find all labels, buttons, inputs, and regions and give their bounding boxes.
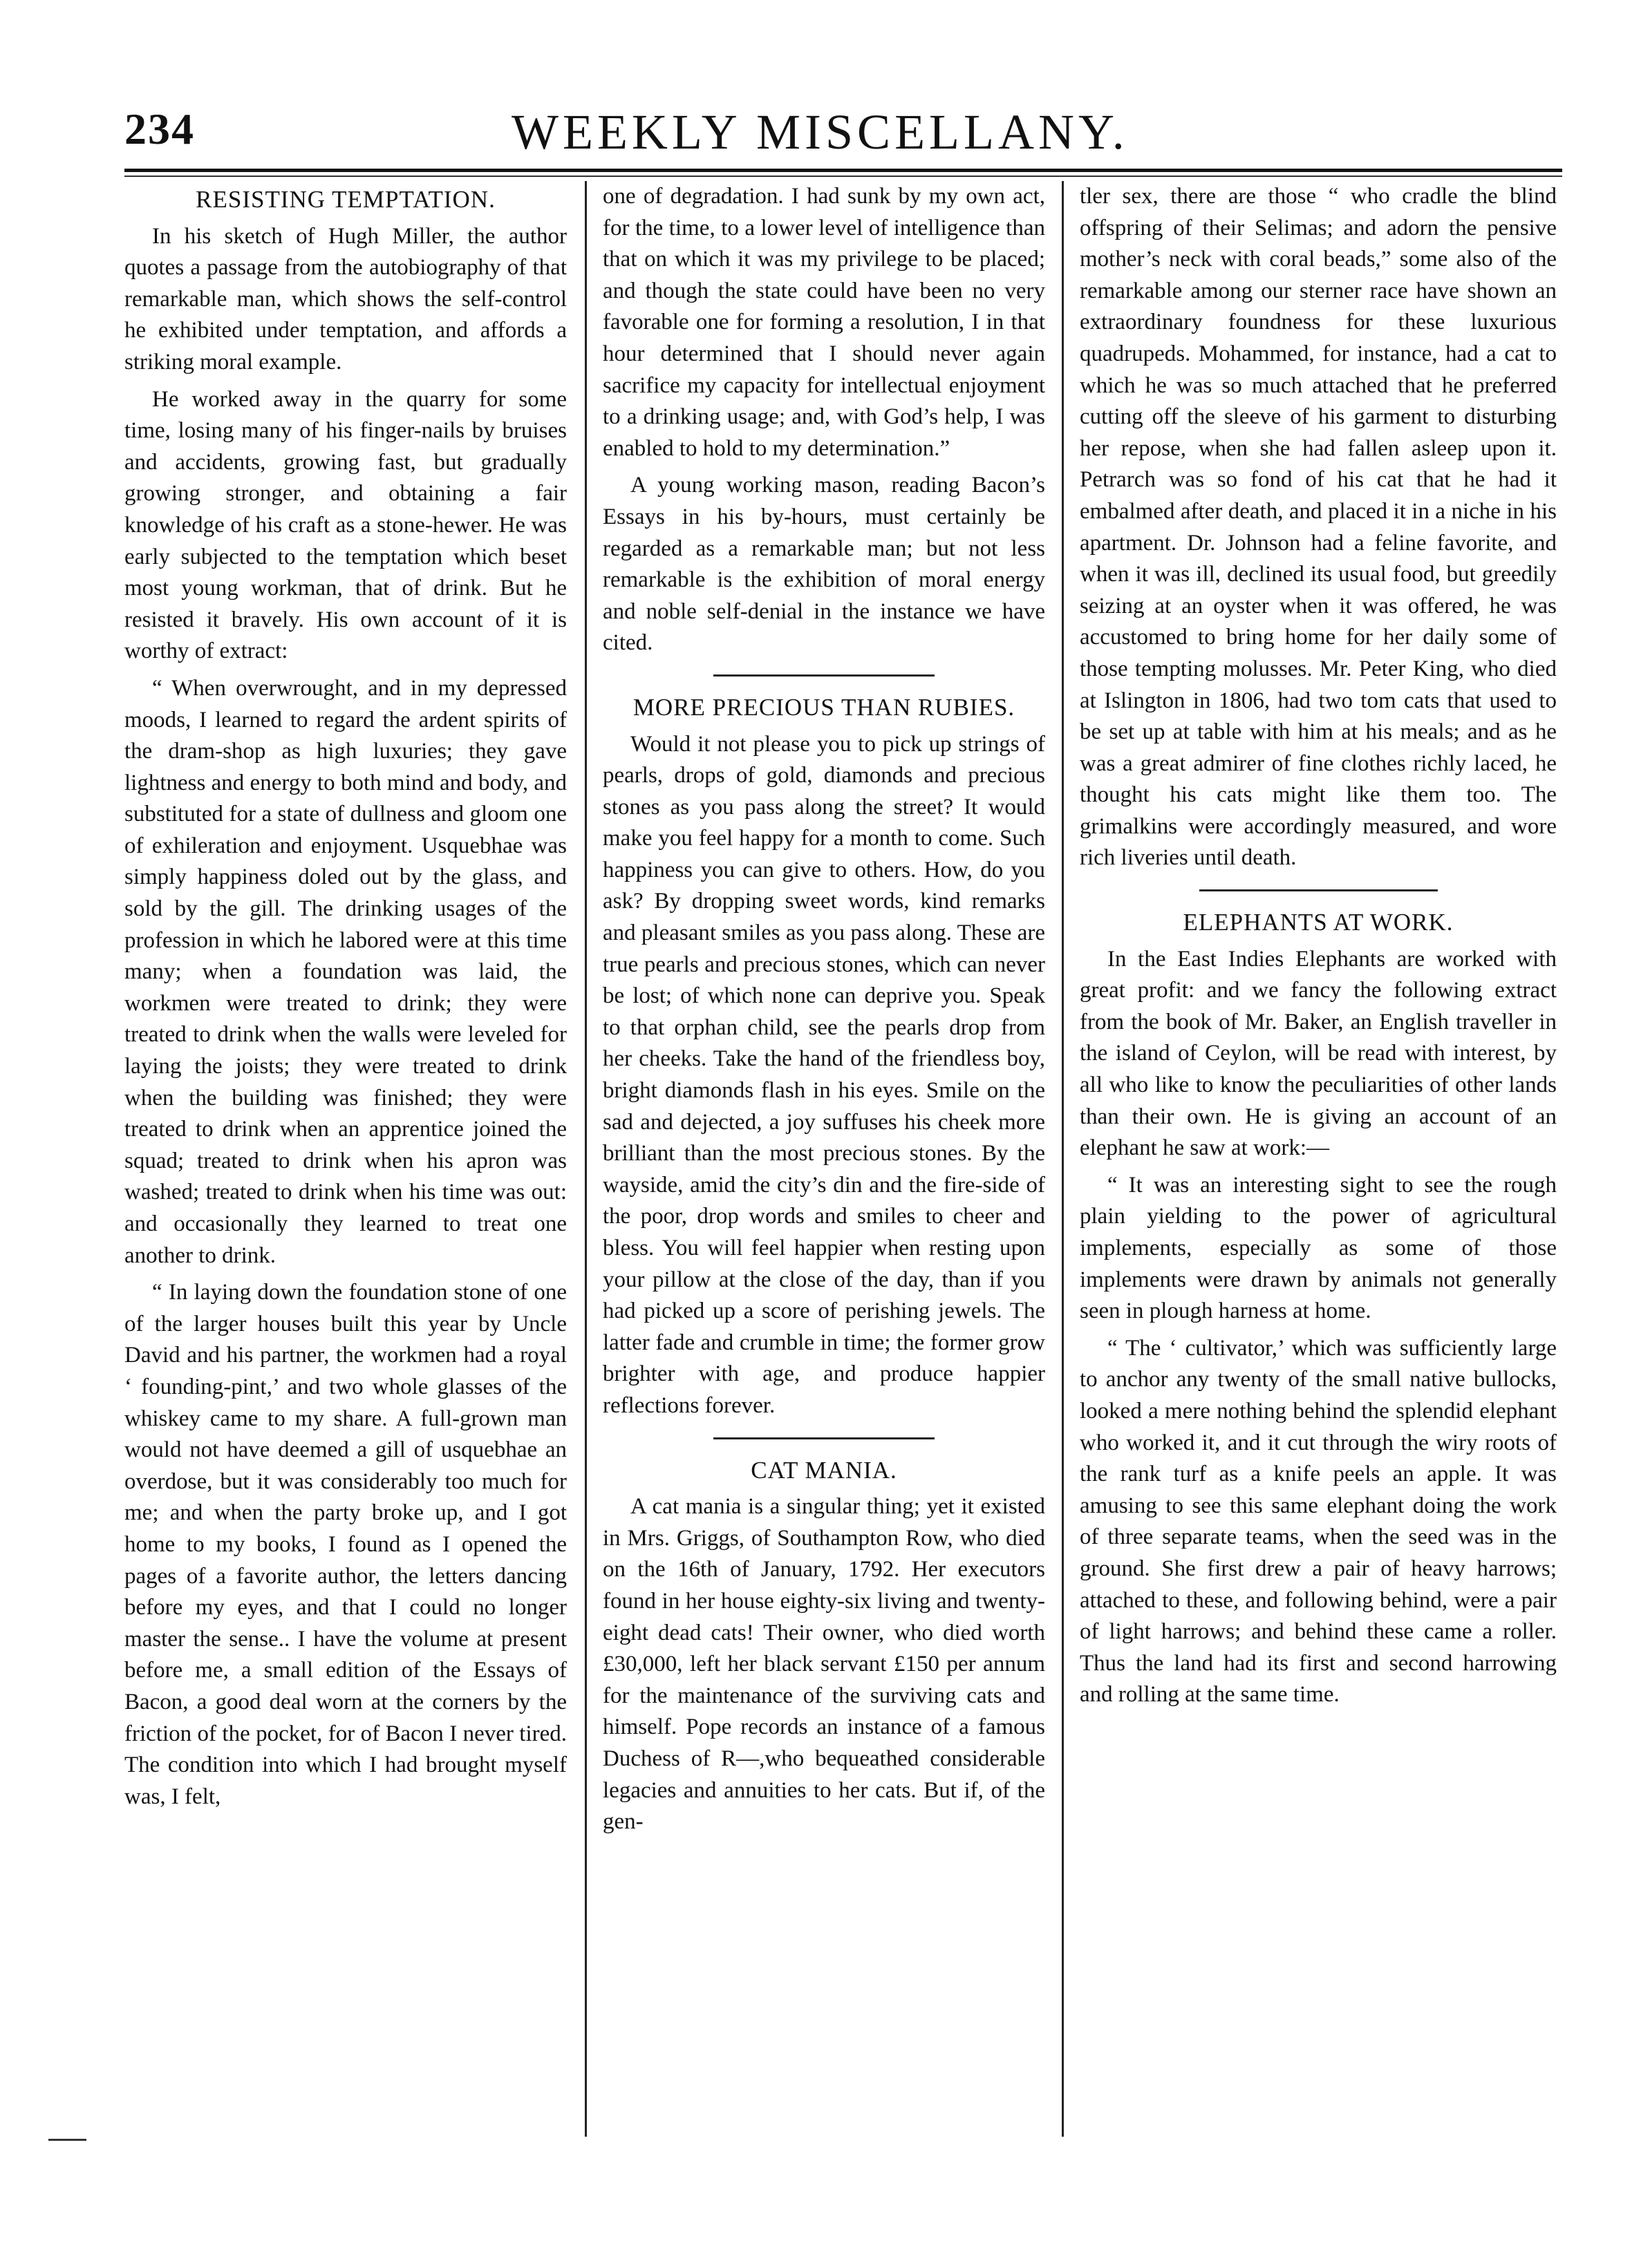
- continued-paragraph: tler sex, there are those “ who cradle the blind offspring of their Selimas; and adorn the pensive mother’s neck with coral beads,” some also of the remarkable among our sterner race have shown an extraordinary foundness for these luxurious quadrupeds. Mohammed, for instance, had a cat to which he was so much attached that he preferred cutting off the sleeve of his garment to disturbing her repose, when she had fallen asleep upon it. Petrarch was so fond of his cat that he had it embalmed after death, and placed it in a niche in his apartment. Dr. Johnson had a feline favorite, and when it was ill, declined its usual food, but greedily seizing at an oyster when it was offered, he was accustomed to bring home for her daily some of those tempting molusses. Mr. Peter King, who died at Islington in 1806, had two tom cats that used to be set up at table with him at his meals; and as he was a great admirer of fine clothes richly laced, he thought his cats might like them too. The grimalkins were accordingly measured, and wore rich liveries until death.: [1080, 184, 1557, 871]
- column-1: [124, 181, 567, 2171]
- article-heading-resisting-temptation: RESISTING TEMPTATION.: [196, 186, 496, 213]
- page-header: [124, 104, 1562, 166]
- article-paragraph: A cat mania is a singular thing; yet it existed in Mrs. Griggs, of Southampton Row, who died on the 16th of January, 1792. Her executors found in her house eighty-six living and twenty-eight dead cats! Their owner, who died worth £30,000, left her black servant £150 per annum for the maintenance of the surviving cats and himself. Pope records an instance of a famous Duchess of R—,who bequeathed considerable legacies and annuities to her cats. But if, of the gen-: [603, 1494, 1045, 1835]
- article-paragraph: Would it not please you to pick up strings of pearls, drops of gold, diamonds and precious stones as you pass along the street? It would make you feel happy for a month to come. Such happiness you can give to others. How, do you ask? By dropping sweet words, kind remarks and pleasant smiles as you pass along. These are true pearls and precious stones, which can never be lost; of which none can deprive you. Speak to that orphan child, see the pearls drop from her cheeks. Take the hand of the friendless boy, bright diamonds flash in his eyes. Smile on the sad and dejected, a joy suffuses his cheek more brilliant than the most precious stones. By the wayside, amid the city’s din and the fire-side of the poor, drop words and smiles to cheer and bless. You will feel happier when resting upon your pillow at the close of the day, than if you had picked up a score of perishing jewels. The latter fade and crumble in time; the former grow brighter with age, and produce happier reflections forever.: [603, 731, 1045, 1418]
- page-number: 234: [124, 104, 195, 153]
- article-heading-more-precious-than-rubies: MORE PRECIOUS THAN RUBIES.: [632, 693, 1015, 721]
- article-paragraph: In his sketch of Hugh Miller, the author quotes a passage from the autobiography of that remarkable man, which shows the self-control he exhibited under temptation, and affords a striking moral example.: [124, 223, 567, 375]
- header-rule: [124, 169, 1562, 172]
- masthead-title: WEEKLY MISCELLANY.: [512, 104, 1129, 160]
- article-heading-elephants-at-work: ELEPHANTS AT WORK.: [1183, 909, 1454, 936]
- column-2: [603, 181, 1045, 2171]
- quoted-paragraph: “ In laying down the foundation stone of one of the larger houses built this year by Uncle David and his partner, the workmen had a royal ‘ founding-pint,’ and two whole glasses of the whiskey came to my share. A full-grown man would not have deemed a gill of usquebhae an overdose, but it was considerably too much for me; and when the party broke up, and I got home to my books, I found as I opened the pages of a favorite author, the letters dancing before my eyes, and that I could no longer master the sense.. I have the volume at present before me, a small edition of the Essays of Bacon, a good deal worn at the corners by the friction of the pocket, for of Bacon I never tired. The condition into which I had brought myself was, I felt,: [124, 1280, 567, 1809]
- quoted-paragraph: “ The ‘ cultivator,’ which was sufficiently large to anchor any twenty of the small native bullocks, looked a mere nothing behind the splendid elephant who worked it, and it cut through the wiry roots of the rank turf as a knife peels an apple. It was amusing to see this same elephant doing the work of three separate teams, when the seed was in the ground. She first drew a pair of heavy harrows; attached to these, and following behind, were a pair of light harrows; and behind these came a roller. Thus the land had its first and second harrowing and rolling at the same time.: [1080, 1335, 1557, 1708]
- article-paragraph: He worked away in the quarry for some time, losing many of his finger-nails by bruises and accidents, growing fast, but gradually growing stronger, and obtaining a fair knowledge of his craft as a stone-hewer. He was early subjected to the temptation which beset most young workman, that of drink. But he resisted it bravely. His own account of it is worthy of extract:: [124, 386, 567, 664]
- column-divider-1: [585, 181, 587, 2137]
- section-divider: [713, 674, 935, 677]
- section-divider: [1199, 889, 1438, 891]
- continued-paragraph: one of degradation. I had sunk by my own act, for the time, to a lower level of intelligence than that on which it was my privilege to be placed; and though the state could have been no very favorable one for forming a resolution, I in that hour determined that I should never again sacrifice my capacity for intellectual enjoyment to a drinking usage; and, with God’s help, I was enabled to hold to my determination.”: [603, 184, 1045, 461]
- column-3: [1080, 181, 1557, 2171]
- article-paragraph: A young working mason, reading Bacon’s Essays in his by-hours, must certainly be regarded as a remarkable man; but not less remarkable is the exhibition of moral energy and noble self-denial in the instance we have cited.: [603, 473, 1045, 656]
- header-rule-thin: [124, 176, 1562, 177]
- column-divider-2: [1062, 181, 1064, 2137]
- margin-mark: [48, 2139, 86, 2141]
- article-heading-cat-mania: CAT MANIA.: [751, 1456, 897, 1484]
- quoted-paragraph: “ When overwrought, and in my depressed moods, I learned to regard the ardent spirits of the dram-shop as high luxuries; they gave lightness and energy to both mind and body, and substituted for a state of dullness and gloom one of exhileration and enjoyment. Usquebhae was simply happiness doled out by the glass, and sold by the gill. The drinking usages of the profession in which he labored were at this time many; when a foundation was laid, the workmen were treated to drink; they were treated to drink when the walls were leveled for laying the joists; they were treated to drink when the building was finished; they were treated to drink when an apprentice joined the squad; treated to drink when his apron was washed; treated to drink when his time was out: and occasionally they learned to treat one another to drink.: [124, 675, 567, 1268]
- section-divider: [713, 1437, 935, 1439]
- article-paragraph: In the East Indies Elephants are worked with great profit: and we fancy the following extract from the book of Mr. Baker, an English traveller in the island of Ceylon, will be read with interest, by all who like to know the peculiarities of other lands than their own. He is giving an account of an elephant he saw at work:—: [1080, 946, 1557, 1161]
- quoted-paragraph: “ It was an interesting sight to see the rough plain yielding to the power of agricultural implements, especially as some of those implements were drawn by animals not generally seen in plough harness at home.: [1080, 1172, 1557, 1324]
